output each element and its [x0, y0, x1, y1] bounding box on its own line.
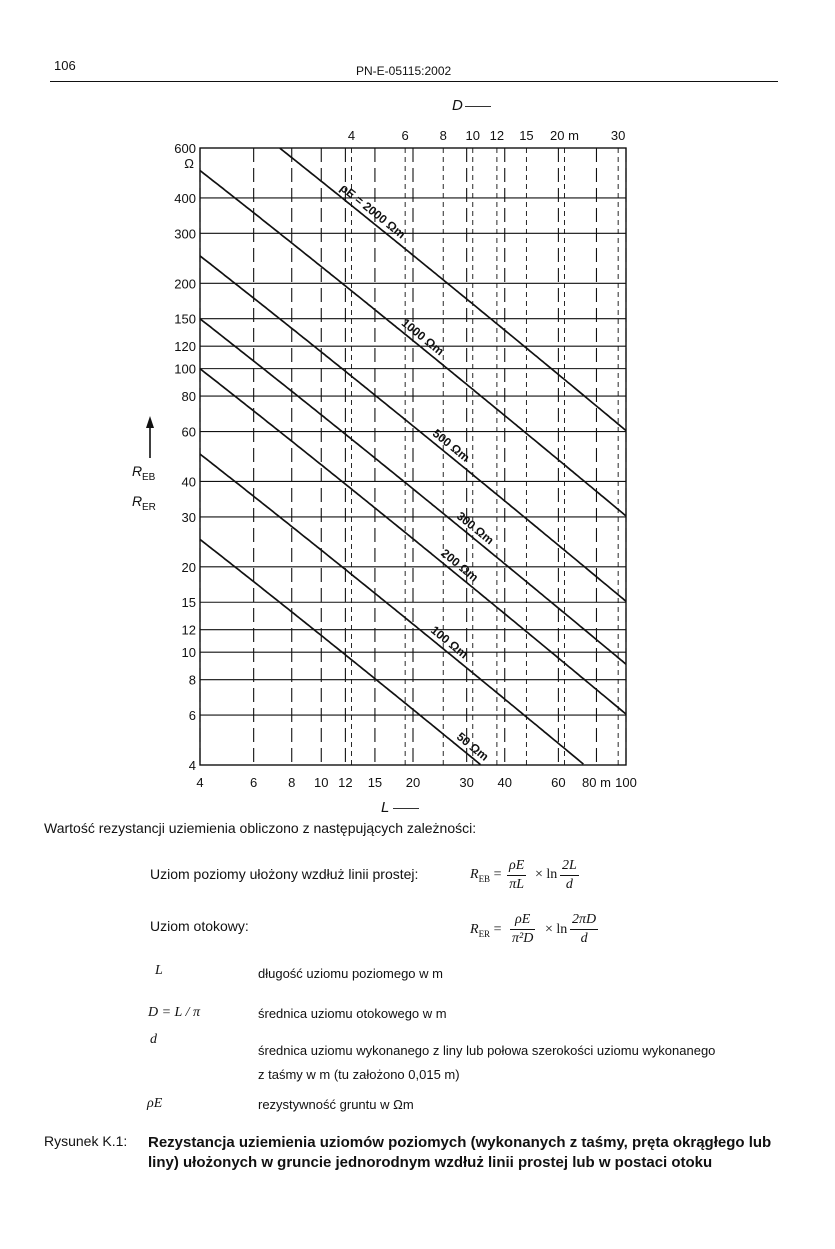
series-line-1000 [200, 171, 626, 516]
x-tick-label: 15 [367, 775, 383, 790]
y-tick-label: 12 [181, 622, 196, 638]
top-axis-symbol: D [452, 97, 463, 114]
y-tick-label: 200 [174, 276, 196, 292]
formula2-lhs-sub: ER [478, 928, 491, 939]
intro-text: Wartość rezystancji uziemienia obliczono z następujących zależności: [44, 820, 477, 836]
formula-reb: $R_{EB}$ = [470, 867, 502, 884]
y-tick-label: 150 [174, 311, 196, 327]
x-axis-symbol: L [381, 799, 390, 816]
formula1-den1: πL [509, 877, 525, 892]
x-tick-label: 60 [551, 775, 566, 790]
y-axis-arrowhead [146, 416, 154, 428]
formula1-frac2 [560, 858, 579, 893]
formula1-ln: × ln [535, 867, 558, 882]
def-text-d-lower: średnica uziomu wykonanego z liny lub połowa szerokości uziomu wykonanego [258, 1043, 716, 1058]
series-label-50: 50 Ωm [454, 729, 492, 764]
formula1-num1: ρE [509, 858, 525, 873]
y-axis-symbol-rer: R [132, 493, 143, 509]
def-text-d-upper: średnica uziomu otokowego w m [258, 1006, 447, 1021]
formula2-frac1 [510, 912, 535, 947]
top-tick-label: 4 [347, 128, 356, 143]
y-tick-label: 100 [174, 361, 196, 377]
top-tick-label: 6 [401, 128, 409, 143]
formula1-frac1 [507, 858, 526, 893]
formula2-den2: d [580, 931, 588, 946]
figure-label: Rysunek K.1: [44, 1133, 128, 1149]
y-tick-label: 400 [174, 190, 196, 206]
y-tick-label: 120 [174, 339, 196, 355]
x-tick-label: 100 [615, 775, 637, 790]
y-tick-label: 600 [174, 141, 196, 156]
series-label-100: 100 Ωm [428, 622, 471, 662]
series-label-1000: 1000 Ωm [398, 315, 447, 359]
def-symbol-rho: ρE [147, 1096, 163, 1111]
page-number: 106 [54, 58, 76, 73]
top-axis-arrow: —— [465, 98, 491, 113]
y-tick-label: 30 [181, 509, 196, 525]
x-tick-label: 30 [459, 775, 474, 790]
x-tick-label: 12 [338, 775, 353, 790]
y-axis-sub-reb: EB [142, 472, 156, 483]
x-tick-label: 40 [497, 775, 512, 790]
formula2-num2: 2πD [572, 912, 597, 927]
def-symbol-l: L [155, 963, 163, 978]
formula2-lhs: R [470, 922, 479, 937]
y-tick-label: 10 [181, 645, 196, 661]
formula2-ln: × ln [545, 922, 568, 937]
top-tick-label: 12 [489, 128, 505, 143]
series-label-200: 200 Ωm [438, 546, 482, 585]
formula2-label: Uziom otokowy: [150, 918, 249, 934]
y-tick-label: 8 [188, 672, 196, 688]
y-tick-label: 80 [181, 389, 196, 405]
def-text-rho: rezystywność gruntu w Ωm [258, 1097, 414, 1112]
formula2-num1: ρE [515, 912, 531, 927]
top-tick-label: 30 [610, 128, 626, 143]
formula1-label: Uziom poziomy ułożony wzdłuż linii prostej: [150, 866, 419, 882]
series-label-500: 500 Ωm [429, 426, 473, 465]
y-tick-label: 40 [181, 474, 196, 490]
series-line-100 [200, 454, 583, 764]
top-tick-label: 20 m [550, 128, 579, 143]
y-axis-symbol-reb: R [132, 463, 143, 479]
x-tick-label: 10 [314, 775, 329, 790]
x-axis-arrow: —— [393, 800, 419, 815]
top-tick-label: 15 [519, 128, 534, 143]
x-tick-label: 4 [196, 775, 204, 790]
top-tick-label: 8 [439, 128, 447, 143]
y-tick-label: 60 [181, 424, 196, 440]
y-tick-label: 4 [188, 758, 196, 773]
x-tick-label: 80 m [582, 775, 611, 790]
standard-code: PN-E-05115:2002 [356, 64, 452, 78]
formula-rer: $R_{ER}$ = [470, 922, 502, 939]
def-text-d-lower-cont: z taśmy w m (tu założono 0,015 m) [258, 1067, 460, 1082]
y-tick-label: 20 [181, 559, 196, 575]
formula1-num2: 2L [562, 858, 577, 873]
formula1-lhs: R [470, 867, 479, 882]
top-tick-label: 10 [465, 128, 480, 143]
formula1-lhs-sub: EB [478, 873, 491, 884]
figure-caption: Rezystancja uziemienia uziomów poziomych (wykonanych z taśmy, pręta okrągłego lub liny) ułożonych w gruncie jednorodnym wzdłuż linii prostej lub w postaci otoku [148, 1134, 772, 1171]
y-tick-label: 15 [181, 595, 196, 611]
def-text-l: długość uziomu poziomego w m [258, 966, 443, 981]
formula1-den2: d [565, 877, 573, 892]
x-tick-label: 8 [288, 775, 296, 790]
def-symbol-d-lower: d [150, 1032, 157, 1047]
y-tick-label: 6 [188, 708, 196, 724]
formula2-den1: π²D [512, 931, 534, 946]
def-symbol-d-upper: D = L / π [148, 1005, 200, 1020]
series-line-2000 [280, 148, 626, 430]
series-label-2000: ρE = 2000 Ωm [337, 180, 409, 242]
y-tick-label: 300 [174, 226, 196, 242]
y-axis-sub-rer: ER [142, 502, 156, 513]
x-tick-label: 6 [250, 775, 258, 790]
y-unit: Ω [184, 156, 194, 171]
x-tick-label: 20 [405, 775, 421, 790]
formula2-frac2 [570, 912, 598, 947]
series-label-300: 300 Ωm [453, 508, 497, 548]
